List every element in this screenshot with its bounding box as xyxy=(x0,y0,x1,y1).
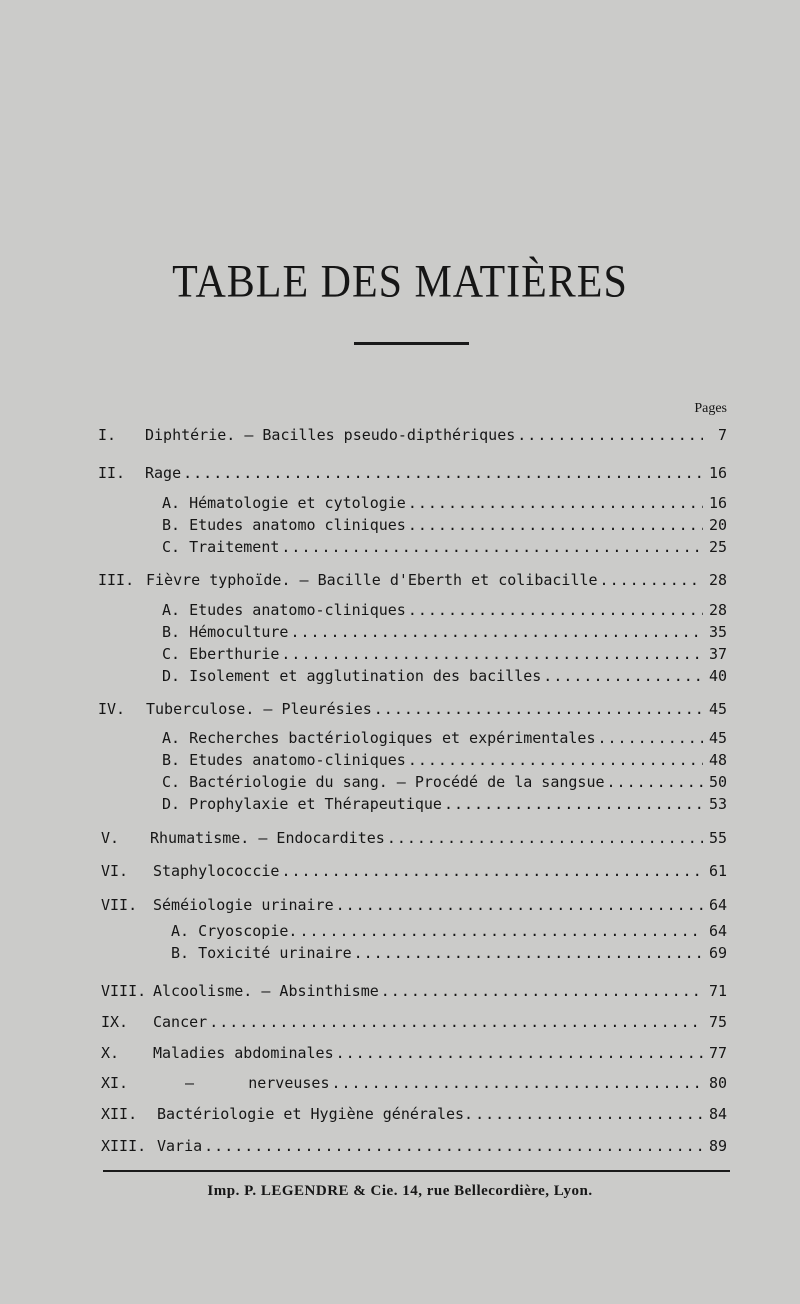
entry-page: 61 xyxy=(708,862,727,880)
toc-subentry xyxy=(162,538,727,560)
entry-label: B. Toxicité urinaire xyxy=(171,944,352,962)
toc-entry xyxy=(145,426,727,448)
entry-label: B. Etudes anatomo-cliniques xyxy=(162,751,406,769)
entry-page: 53 xyxy=(708,795,727,813)
leader-dots xyxy=(281,538,703,556)
toc-subentry xyxy=(162,623,727,645)
entry-label: A. Cryoscopie. xyxy=(171,922,298,940)
toc-subentry xyxy=(162,645,727,667)
leader-dots xyxy=(281,862,703,880)
toc-entry xyxy=(157,1105,727,1127)
leader-dots xyxy=(204,1137,703,1155)
leader-dots xyxy=(290,623,703,641)
leader-dots xyxy=(517,426,703,444)
leader-dots xyxy=(374,700,703,718)
title-rule xyxy=(354,342,469,345)
entry-number: II. xyxy=(98,464,126,482)
entry-page: 80 xyxy=(708,1074,727,1092)
entry-number: XII. xyxy=(101,1105,138,1123)
entry-label: D. Prophylaxie et Thérapeutique xyxy=(162,795,442,813)
leader-dots xyxy=(607,773,703,791)
page-title: TABLE DES MATIÈRES xyxy=(172,256,628,308)
toc-entry xyxy=(153,862,727,884)
toc-subentry xyxy=(171,922,727,944)
leader-dots xyxy=(336,1044,703,1062)
toc-entry xyxy=(153,1013,727,1035)
entry-page: 20 xyxy=(708,516,727,534)
pages-column-header: Pages xyxy=(694,401,727,416)
entry-label: Bactériologie et Hygiène générales. xyxy=(157,1105,474,1123)
leader-dots xyxy=(281,645,703,663)
toc-entry xyxy=(153,982,727,1004)
toc-subentry xyxy=(171,944,727,966)
entry-page: 28 xyxy=(708,601,727,619)
entry-label: Staphylococcie xyxy=(153,862,280,880)
leader-dots xyxy=(354,944,703,962)
toc-subentry xyxy=(162,751,727,773)
entry-number: VIII. xyxy=(101,982,147,1000)
leader-dots xyxy=(299,922,703,940)
toc-entry xyxy=(153,896,727,918)
entry-number: XI. xyxy=(101,1074,129,1092)
leader-dots xyxy=(408,601,703,619)
leader-dots xyxy=(381,982,703,1000)
entry-label: — nerveuses xyxy=(185,1074,330,1092)
leader-dots xyxy=(408,494,703,512)
toc-subentry xyxy=(162,494,727,516)
entry-page: 64 xyxy=(708,922,727,940)
entry-label: Cancer xyxy=(153,1013,208,1031)
toc-subentry xyxy=(162,516,727,538)
leader-dots xyxy=(543,667,703,685)
entry-page: 16 xyxy=(708,494,727,512)
toc-subentry xyxy=(162,601,727,623)
toc-entry xyxy=(146,571,727,593)
leader-dots xyxy=(600,571,703,589)
entry-label: Rhumatisme. — Endocardites xyxy=(150,829,385,847)
entry-page: 45 xyxy=(708,729,727,747)
entry-page: 16 xyxy=(708,464,727,482)
entry-page: 50 xyxy=(708,773,727,791)
leader-dots xyxy=(408,751,703,769)
leader-dots xyxy=(475,1105,703,1123)
toc-entry xyxy=(145,464,727,486)
leader-dots xyxy=(597,729,702,747)
entry-label: A. Recherches bactériologiques et expérimentales xyxy=(162,729,596,747)
toc-entry xyxy=(146,700,727,722)
entry-page: 71 xyxy=(708,982,727,1000)
entry-page: 25 xyxy=(708,538,727,556)
entry-page: 89 xyxy=(708,1137,727,1155)
leader-dots xyxy=(444,795,703,813)
toc-entry xyxy=(150,829,727,851)
bottom-rule xyxy=(103,1170,730,1172)
leader-dots xyxy=(408,516,703,534)
entry-page: 55 xyxy=(708,829,727,847)
entry-page: 45 xyxy=(708,700,727,718)
leader-dots xyxy=(209,1013,703,1031)
entry-label: D. Isolement et agglutination des bacilles xyxy=(162,667,542,685)
toc-entry xyxy=(157,1137,727,1159)
leader-dots xyxy=(336,896,703,914)
entry-page: 69 xyxy=(708,944,727,962)
entry-number: VII. xyxy=(101,896,138,914)
entry-page: 40 xyxy=(708,667,727,685)
entry-label: Varia xyxy=(157,1137,203,1155)
toc-subentry xyxy=(162,773,727,795)
entry-page: 48 xyxy=(708,751,727,769)
entry-label: C. Eberthurie xyxy=(162,645,280,663)
toc-entry xyxy=(185,1074,727,1096)
toc-subentry xyxy=(162,795,727,817)
entry-label: Rage xyxy=(145,464,182,482)
entry-number: IV. xyxy=(98,700,126,718)
entry-number: I. xyxy=(98,426,117,444)
entry-label: Maladies abdominales xyxy=(153,1044,334,1062)
entry-label: C. Bactériologie du sang. — Procédé de la sangsue xyxy=(162,773,605,791)
toc-entry xyxy=(153,1044,727,1066)
entry-page: 28 xyxy=(708,571,727,589)
entry-number: XIII. xyxy=(101,1137,147,1155)
entry-label: A. Etudes anatomo-cliniques xyxy=(162,601,406,619)
entry-label: B. Hémoculture xyxy=(162,623,289,641)
entry-label: A. Hématologie et cytologie xyxy=(162,494,406,512)
entry-label: Diphtérie. — Bacilles pseudo-dipthériques xyxy=(145,426,516,444)
leader-dots xyxy=(387,829,703,847)
toc-subentry xyxy=(162,667,727,689)
entry-label: Tuberculose. — Pleurésies xyxy=(146,700,372,718)
entry-number: IX. xyxy=(101,1013,129,1031)
entry-label: B. Etudes anatomo cliniques xyxy=(162,516,406,534)
entry-number: VI. xyxy=(101,862,129,880)
toc-subentry xyxy=(162,729,727,751)
entry-label: Alcoolisme. — Absinthisme xyxy=(153,982,379,1000)
entry-page: 64 xyxy=(708,896,727,914)
entry-page: 35 xyxy=(708,623,727,641)
leader-dots xyxy=(183,464,703,482)
entry-page: 37 xyxy=(708,645,727,663)
entry-page: 7 xyxy=(717,426,727,444)
entry-page: 84 xyxy=(708,1105,727,1123)
printer-imprint: Imp. P. LEGENDRE & Cie. 14, rue Bellecordière, Lyon. xyxy=(207,1183,593,1199)
entry-number: X. xyxy=(101,1044,120,1062)
entry-number: III. xyxy=(98,571,135,589)
entry-number: V. xyxy=(101,829,120,847)
entry-label: Fièvre typhoïde. — Bacille d'Eberth et colibacille xyxy=(146,571,598,589)
entry-page: 75 xyxy=(708,1013,727,1031)
entry-label: Séméiologie urinaire xyxy=(153,896,334,914)
entry-label: C. Traitement xyxy=(162,538,280,556)
entry-page: 77 xyxy=(708,1044,727,1062)
leader-dots xyxy=(332,1074,703,1092)
